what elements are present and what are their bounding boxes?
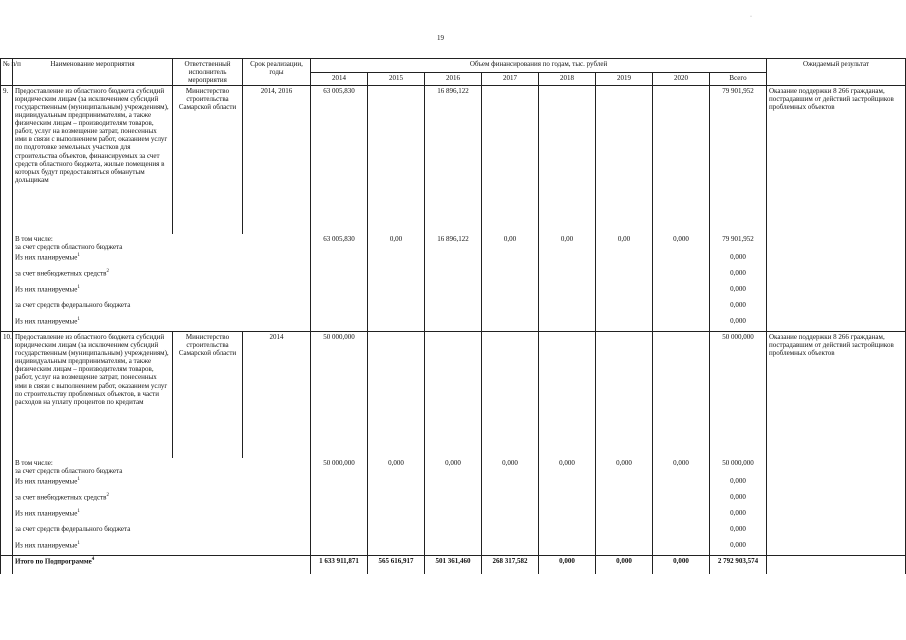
row-value [653,300,710,316]
row-number-empty [1,300,13,316]
row-value [539,316,596,332]
table-header [1,59,906,86]
row-value [425,316,482,332]
item-value: 16 896,122 [425,86,482,234]
item-result: Оказание поддержки 8 266 гражданам, пострадавшим от действий застройщиков проблемных объектов [767,86,906,332]
item-value [653,332,710,458]
row-value: 0,000 [710,300,767,316]
row-value: 79 901,952 [710,234,767,252]
row-value: 50 000,000 [710,458,767,476]
item-result: Оказание поддержки 8 266 гражданам, пострадавшим от действий застройщиков проблемных объектов [767,332,906,556]
row-value [596,476,653,492]
header-year-total: Всего [710,72,767,86]
row-label: Из них планируемые$^1$ [13,316,311,332]
item-value [653,86,710,234]
footnote-mark: 1 [77,508,80,514]
total-value: 1 633 911,871 [311,556,368,574]
row-number-empty [1,524,13,540]
header-year: 2017 [482,72,539,86]
row-value: 0,00 [368,234,425,252]
footnote-mark: 1 [77,284,80,290]
row-label: за счет внебюджетных средств$^2$ [13,268,311,284]
row-value [368,300,425,316]
item-row [1,332,906,458]
row-value [653,540,710,556]
item-value: 63 005,830 [311,86,368,234]
item-number: 9. [1,86,13,234]
row-value: 0,000 [425,458,482,476]
row-value: 0,000 [710,476,767,492]
row-number-empty [1,252,13,268]
row-value [653,492,710,508]
header-no: № п/п [1,59,13,86]
item-responsible: Министерство строительства Самарской области [173,332,243,458]
row-value [539,540,596,556]
row-value [311,316,368,332]
row-value [368,524,425,540]
row-value [368,252,425,268]
row-value [539,524,596,540]
row-value: 0,000 [710,268,767,284]
table-body [1,86,906,574]
scan-speck: · [750,14,752,20]
row-value [596,540,653,556]
row-value [482,252,539,268]
header-year: 2020 [653,72,710,86]
row-label: Из них планируемые$^1$ [13,284,311,300]
row-value: 0,000 [710,252,767,268]
row-value [425,284,482,300]
footnote-mark: 1 [77,252,80,258]
row-label: Из них планируемые$^1$ [13,508,311,524]
row-value [368,476,425,492]
row-label: за счет внебюджетных средств$^2$ [13,492,311,508]
row-value [311,476,368,492]
row-number-empty [1,556,13,574]
item-value [596,86,653,234]
total-value: 0,000 [539,556,596,574]
row-label: В том числе: за счет средств областного бюджета [13,458,311,476]
row-value [311,492,368,508]
row-value [482,316,539,332]
row-value [653,268,710,284]
row-value [425,252,482,268]
row-label: за счет средств федерального бюджета [13,524,311,540]
row-value [425,492,482,508]
row-value [482,540,539,556]
row-value [482,476,539,492]
row-value [653,284,710,300]
row-value [653,524,710,540]
row-value [311,524,368,540]
header-year: 2016 [425,72,482,86]
row-value [425,300,482,316]
row-value [482,524,539,540]
row-number-empty [1,492,13,508]
item-value: 50 000,000 [311,332,368,458]
item-responsible: Министерство строительства Самарской области [173,86,243,234]
row-value: 0,000 [368,458,425,476]
row-value [482,508,539,524]
header-year: 2019 [596,72,653,86]
row-number-empty [1,268,13,284]
item-name: Предоставление из областного бюджета субсидий юридическим лицам (за исключением субсидий государственным (муниципальным) учреждениям), индивидуальным предпринимателям, а также физическим лицам – производителям товаров, работ, услуг на возмещение затрат, понесенных ими в связи с выполнением работ, оказанием услуг по строительству проблемных объектов, в части расходов на уплату процентов по кредитам [13,332,173,458]
row-value [311,508,368,524]
footnote-mark: 4 [91,557,95,563]
row-value [653,252,710,268]
item-value [539,332,596,458]
item-period: 2014 [243,332,311,458]
row-value: 50 000,000 [311,458,368,476]
row-value [425,540,482,556]
header-year: 2018 [539,72,596,86]
item-value [368,86,425,234]
row-value [653,476,710,492]
footnote-mark: 2 [106,492,109,498]
total-row [1,556,906,574]
header-name: Наименование мероприятия [13,59,173,86]
row-value [596,300,653,316]
row-label: Итого по Подпрограмме$^4$ [13,556,311,574]
item-value [425,332,482,458]
row-number-empty [1,508,13,524]
row-value [311,252,368,268]
row-value [311,284,368,300]
row-number-empty [1,234,13,252]
row-value [368,284,425,300]
footnote-mark: 1 [77,540,80,546]
row-value [539,284,596,300]
row-value [596,268,653,284]
header-year: 2014 [311,72,368,86]
row-value: 0,00 [482,234,539,252]
row-value: 0,000 [710,284,767,300]
row-number-empty [1,476,13,492]
header-result: Ожидаемый результат [767,59,906,86]
row-value [596,524,653,540]
item-value [482,332,539,458]
header-responsible: Ответственный исполнитель мероприятия [173,59,243,86]
total-value: 501 361,460 [425,556,482,574]
row-value: 0,000 [710,316,767,332]
row-label: за счет средств федерального бюджета [13,300,311,316]
page-number: 19 [437,34,444,42]
row-value [539,508,596,524]
funding-table [0,58,906,574]
item-period: 2014, 2016 [243,86,311,234]
row-value [425,476,482,492]
item-value: 79 901,952 [710,86,767,234]
row-value [596,492,653,508]
row-value: 0,000 [653,458,710,476]
row-value: 0,000 [482,458,539,476]
row-value [368,268,425,284]
row-value [653,316,710,332]
row-value [368,492,425,508]
row-number-empty [1,458,13,476]
footnote-mark: 1 [77,476,80,482]
row-value: 63 005,830 [311,234,368,252]
row-value [368,540,425,556]
row-value [425,268,482,284]
row-value: 0,000 [710,508,767,524]
row-value [311,300,368,316]
total-value: 0,000 [653,556,710,574]
row-value [596,508,653,524]
row-value [539,268,596,284]
item-value: 50 000,000 [710,332,767,458]
total-value: 2 792 903,574 [710,556,767,574]
total-value: 0,000 [596,556,653,574]
row-value [311,540,368,556]
row-value: 0,000 [710,524,767,540]
row-value: 0,000 [539,458,596,476]
row-label: В том числе: за счет средств областного бюджета [13,234,311,252]
row-label: Из них планируемые$^1$ [13,252,311,268]
row-value [482,492,539,508]
row-value [368,508,425,524]
row-value [539,300,596,316]
row-value [425,508,482,524]
row-value [539,252,596,268]
row-value: 0,00 [596,234,653,252]
row-number-empty [1,316,13,332]
footnote-mark: 1 [77,316,80,322]
row-number-empty [1,284,13,300]
row-value: 0,000 [710,492,767,508]
row-value [425,524,482,540]
total-value: 268 317,582 [482,556,539,574]
row-value [596,316,653,332]
row-value [539,476,596,492]
footnote-mark: 2 [106,268,109,274]
total-result-empty [767,556,906,574]
row-value [368,316,425,332]
row-value: 0,000 [710,540,767,556]
item-row [1,86,906,234]
header-funding-group: Объем финансирования по годам, тыс. рублей [311,59,767,73]
row-label: Из них планируемые$^1$ [13,476,311,492]
row-value [653,508,710,524]
row-value [311,268,368,284]
header-year: 2015 [368,72,425,86]
item-value [482,86,539,234]
item-value [596,332,653,458]
row-number-empty [1,540,13,556]
item-number: 10. [1,332,13,458]
header-period: Срок реализации, годы [243,59,311,86]
row-value: 16 896,122 [425,234,482,252]
item-value [539,86,596,234]
row-value: 0,000 [596,458,653,476]
row-value [539,492,596,508]
item-value [368,332,425,458]
row-label: Из них планируемые$^1$ [13,540,311,556]
row-value [482,284,539,300]
item-name: Предоставление из областного бюджета субсидий юридическим лицам (за исключением субсидий государственным (муниципальным) учреждениям), индивидуальным предпринимателям, а также физическим лицам – производителям товаров, работ, услуг на возмещение затрат, понесенных ими в связи с выполнением работ, оказанием услуг по подготовке земельных участков для строительства объектов, финансируемых за счет средств областного бюджета, жилые помещения в которых будут предоставляться обманутым дольщикам [13,86,173,234]
row-value [596,284,653,300]
row-value [596,252,653,268]
row-value: 0,000 [653,234,710,252]
row-value [482,300,539,316]
row-value [482,268,539,284]
row-value: 0,00 [539,234,596,252]
total-value: 565 616,917 [368,556,425,574]
